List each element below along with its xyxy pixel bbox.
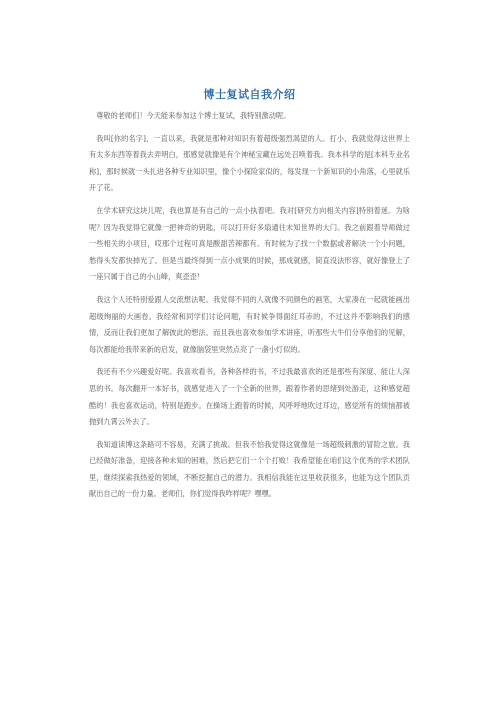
paragraph-greeting: 尊敬的老师们！今天能来参加这个博士复试，我特别激动呢。	[96, 111, 291, 120]
paragraph-background: 我叫[你的名字]，一直以来，我就是那种对知识有着超级强烈渴望的人。打小，我就觉得这世界上有太多东西等着我去弄明白，那感觉就像是有个神秘宝藏在远处召唤着我。我本科学的是[本科专业名称]，那时候就一头扎进各种专业知识里，像个小探险家似的，每发现一个新知识的小角落，心里就乐开了花。	[89, 133, 410, 193]
paragraph-hobbies: 我还有不少兴趣爱好呢。我喜欢看书，各种各样的书，不过我最喜欢的还是那些有深度、能让人深思的书。每次翻开一本好书，就感觉进入了一个全新的世界，跟着作者的思绪到处游走，这种感觉超酷的！我也喜欢运动，特别是跑步。在操场上跑着的时候，风呼呼地吹过耳边，感觉所有的烦恼都被抛到九霄云外去了。	[89, 367, 410, 427]
document-title: 博士复试自我介绍	[203, 88, 296, 101]
paragraph-closing: 我知道读博这条路可不容易，充满了挑战。但我不怕我觉得这就像是一场超级刺激的冒险之旅。我已经做好准备，迎接各种未知的困难，然后把它们一个个打败！我希望能在咱们这个优秀的学术团队里，继续探索我热爱的领域，不断挖掘自己的潜力。我相信我能在这里收获很多，也能为这个团队贡献出自己的一份力量。老师们，你们觉得我咋样呢？嘿嘿。	[89, 439, 410, 499]
paragraph-communication: 我这个人还特别爱跟人交流想法呢。我觉得不同的人就像不同颜色的画笔，大家凑在一起就能画出超级绚丽的大画卷。我经常和同学们讨论问题，有时候争得面红耳赤的，不过这并不影响我们的感情，反而让我们更加了解彼此的想法。而且我也喜欢参加学术讲座，听那些大牛们分享他们的见解，每次都能给我带来新的启发，就像脑袋里突然点亮了一盏小灯似的。	[89, 294, 410, 354]
paragraph-research: 在学术研究这块儿呢，我也算是有自己的一点小执着吧。我对[研究方向相关内容]特别着迷。为啥呢？因为我觉得它就像一把神奇的钥匙，可以打开好多扇通往未知世界的大门。我之前跟着导师做过一些相关的小项目，哎那个过程可真是酸甜苦辣都有。有时候为了找一个数据或者解决一个小问题，愁得头发都快掉光了。但是当最终得到一点小成果的时候，那成就感，简直没法形容，就好像登上了一座只属于自己的小山峰，爽歪歪！	[89, 205, 410, 282]
